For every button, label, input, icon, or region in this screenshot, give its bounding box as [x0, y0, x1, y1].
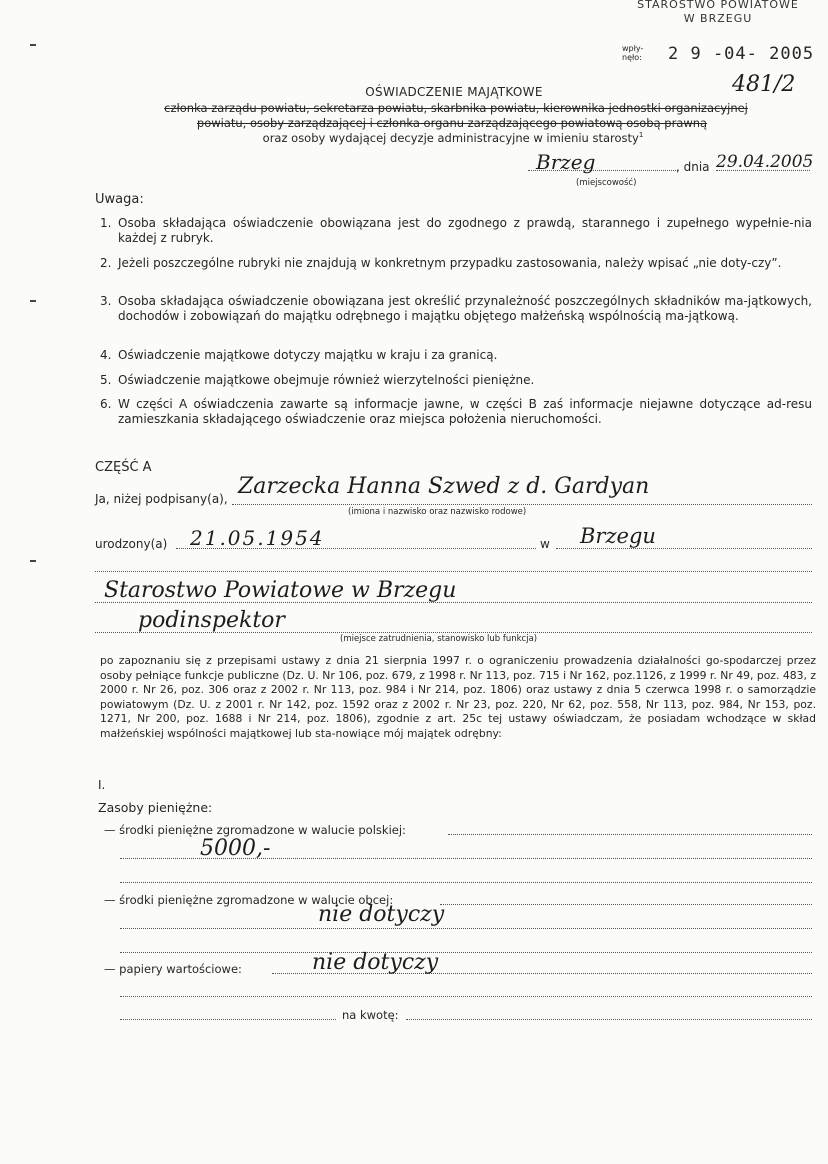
born-place-value: Brzegu — [580, 524, 656, 548]
pln-line-1 — [448, 834, 812, 835]
foreign-line-3 — [120, 952, 812, 953]
note-text: Osoba składająca oświadczenie obowiązana jest do zgodnego z prawdą, starannego i zupełnego wypełnie-nia każdej z rubryk. — [118, 216, 812, 245]
securities-label: — papiery wartościowe: — [104, 962, 242, 976]
document-title: OŚWIADCZENIE MAJĄTKOWE — [365, 85, 543, 99]
pln-line-3 — [120, 882, 812, 883]
note-number: 1. — [100, 216, 112, 230]
registration-number: 481/2 — [732, 72, 796, 97]
note-item — [100, 397, 812, 427]
section-heading: Zasoby pieniężne: — [98, 800, 213, 815]
header-line-2: powiatu, osoby zarządzającej i członka organu zarządzającego powiatową osobą prawną — [196, 116, 708, 130]
note-item — [100, 216, 812, 246]
header-line-3 — [0, 131, 828, 145]
note-item — [100, 373, 812, 388]
note-text: W części A oświadczenia zawarte są informacje jawne, w części B zaś informacje niejawne dotyczące ad-resu zamieszkania składającego oświadczenie oraz miejsca położenia nieruchomości. — [118, 397, 812, 426]
born-date-value: 21.05.1954 — [190, 526, 325, 550]
note-number: 5. — [100, 373, 112, 387]
note-text: Jeżeli poszczególne rubryki nie znajdują w konkretnym przypadku zastosowania, należy wpisać „nie doty-czy”. — [118, 256, 782, 270]
header-line-3-text: oraz osoby wydającej decyzje administracyjne w imieniu starosty — [262, 131, 639, 145]
note-number: 6. — [100, 397, 112, 411]
note-number: 3. — [100, 294, 112, 308]
date-value: 29.04.2005 — [716, 152, 814, 172]
note-text: Oświadczenie majątkowe dotyczy majątku w kraju i za granicą. — [118, 348, 498, 362]
margin-mark — [30, 300, 36, 302]
foreign-value: nie dotyczy — [318, 902, 445, 927]
office-stamp-line2: W BRZEGU — [683, 12, 753, 25]
employer-line-1 — [95, 571, 812, 572]
pln-value: 5000,- — [200, 836, 271, 861]
born-in-label: w — [540, 537, 550, 551]
notes-heading: Uwaga: — [95, 192, 144, 207]
born-label: urodzony(a) — [95, 537, 168, 551]
employer-value: Starostwo Powiatowe w Brzegu — [104, 578, 457, 603]
place-caption: (miejscowość) — [576, 178, 637, 188]
securities-value: nie dotyczy — [312, 950, 439, 975]
note-text: Osoba składająca oświadczenie obowiązana jest określić przynależność poszczególnych składników ma-jątkowych, dochodów i zobowiązań do majątku odrębnego i majątku objętego małżeńską wspólnością ma-jątkową. — [118, 294, 812, 323]
legal-basis-text: po zapoznaniu się z przepisami ustawy z dnia 21 sierpnia 1997 r. o ograniczeniu prowadzenia działalności go-spodarczej przez osoby pełniące funkcje publiczne (Dz. U. Nr 106, poz. 679, z 1998 r. Nr 113, poz. 715 i Nr 162, poz.1126, z 1999 r. Nr 49, poz. 483, z 2000 r. Nr 26, poz. 306 oraz z 2002 r. Nr 113, poz. 984 i Nr 214, poz. 1806) oraz ustawy z dnia 5 czerwca 1998 r. o samorządzie powiatowym (Dz. U. z 2001 r. Nr 142, poz. 1592 oraz z 2002 r. Nr 23, poz. 220, Nr 62, poz. 558, Nr 113, poz. 984, Nr 153, poz. 1271, Nr 200, poz. 1688 i Nr 214, poz. 1806), zgodnie z art. 25c tej ustawy oświadczam, że posiadam wchodzące w skład małżeńskiej wspólności majątkowej lub sta-nowiące mój majątek odrębny: — [100, 654, 816, 740]
position-value: podinspektor — [138, 608, 285, 633]
date-label: , dnia — [676, 160, 710, 174]
place-value: Brzeg — [536, 150, 596, 174]
name-label: Ja, niżej podpisany(a), — [95, 492, 228, 506]
note-text: Oświadczenie majątkowe obejmuje również wierzytelności pieniężne. — [118, 373, 535, 387]
foreign-line-1 — [440, 904, 812, 905]
section-roman: I. — [98, 778, 106, 792]
margin-mark — [30, 560, 36, 562]
amount-label: na kwotę: — [342, 1008, 399, 1022]
securities-line-2 — [120, 996, 812, 997]
note-item — [100, 294, 812, 324]
footnote-mark: 1 — [638, 131, 644, 140]
pln-label: — środki pieniężne zgromadzone w walucie polskiej: — [104, 823, 406, 837]
margin-mark — [30, 44, 36, 46]
amount-line-left — [120, 1019, 336, 1020]
note-number: 4. — [100, 348, 112, 362]
part-a-heading: CZĘŚĆ A — [95, 460, 152, 475]
foreign-label: — środki pieniężne zgromadzone w walucie obcej: — [104, 893, 394, 907]
born-place-line — [556, 548, 812, 549]
note-item — [100, 256, 812, 271]
name-value: Zarzecka Hanna Szwed z d. Gardyan — [238, 474, 650, 499]
employer-caption: (miejsce zatrudnienia, stanowisko lub funkcja) — [340, 634, 538, 644]
received-label: wpły- nęło: — [622, 44, 644, 62]
pln-line-2 — [120, 858, 812, 859]
note-number: 2. — [100, 256, 112, 270]
foreign-line-2 — [120, 928, 812, 929]
amount-line-right — [406, 1019, 812, 1020]
name-caption: (imiona i nazwisko oraz nazwisko rodowe) — [348, 507, 527, 517]
note-item — [100, 348, 812, 363]
header-line-1: członka zarządu powiatu, sekretarza powiatu, skarbnika powiatu, kierownika jednostki organizacyjnej — [164, 101, 748, 115]
name-line — [232, 504, 812, 505]
office-stamp-line1: STAROSTWO POWIATOWE — [637, 0, 799, 11]
received-date: 2 9 -04- 2005 — [668, 44, 815, 64]
